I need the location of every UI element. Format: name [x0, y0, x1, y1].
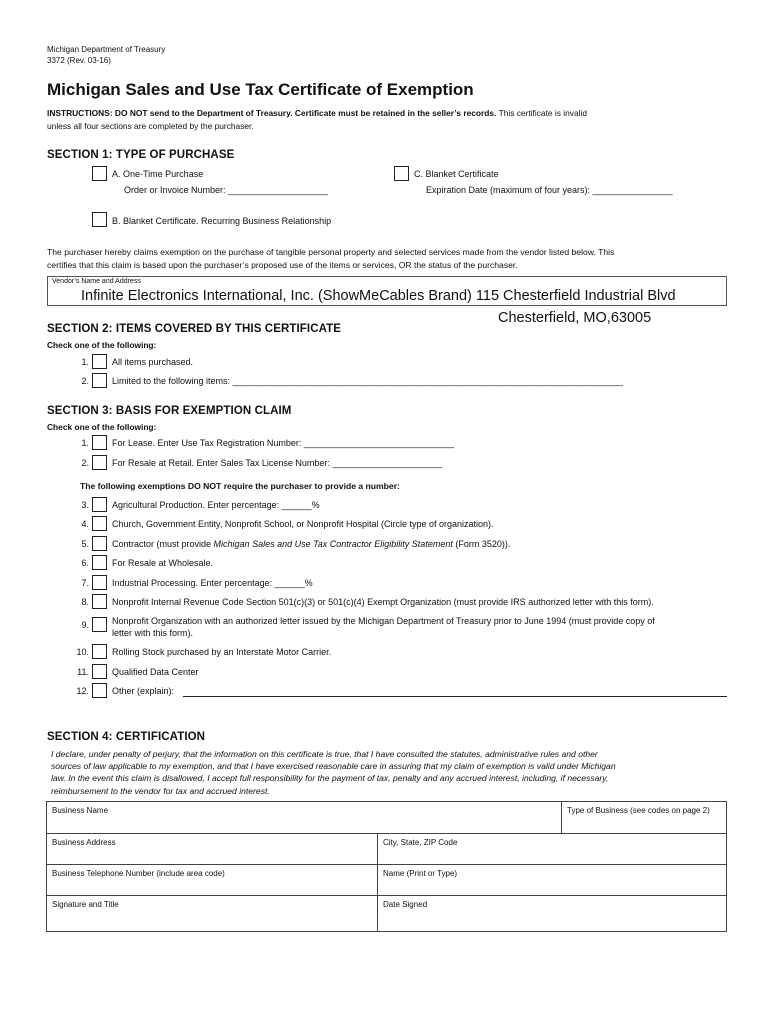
business-name-field[interactable] — [46, 801, 562, 834]
all-items-checkbox[interactable] — [92, 354, 107, 369]
form-number: 3372 (Rev. 03-16) — [47, 56, 111, 65]
agricultural-production-checkbox[interactable] — [92, 497, 107, 512]
agency-name: Michigan Department of Treasury — [47, 45, 166, 54]
telephone-field[interactable] — [46, 864, 378, 896]
nonprofit-michigan-letter-checkbox[interactable] — [92, 617, 107, 632]
claim-text-line1: The purchaser hereby claims exemption on the purchase of tangible personal property and selected services made from the vendor listed below. This — [47, 247, 615, 257]
section2-heading: SECTION 2: ITEMS COVERED BY THIS CERTIFICATE — [47, 323, 342, 335]
item-number: 4. — [81, 519, 89, 529]
declaration-line: reimbursement to the vendor for tax and accrued interest. — [51, 785, 270, 796]
item-number: 1. — [81, 438, 89, 448]
item-number: 7. — [81, 578, 89, 588]
rolling-stock-checkbox[interactable] — [92, 644, 107, 659]
limited-items-field[interactable]: Limited to the following items: ______________________________________________________________________________ — [112, 376, 623, 386]
resale-retail-checkbox[interactable] — [92, 455, 107, 470]
city-state-zip-field[interactable] — [377, 833, 727, 865]
item-number: 11. — [77, 667, 89, 677]
nonprofit-michigan-letter-label-2: letter with this form). — [112, 628, 194, 638]
signature-title-field[interactable] — [46, 895, 378, 932]
one-time-purchase-checkbox[interactable] — [92, 166, 107, 181]
item-number: 2. — [81, 458, 89, 468]
instructions-rest: This certificate is invalid — [496, 108, 588, 118]
use-tax-registration-field[interactable]: For Lease. Enter Use Tax Registration Number: ______________________________ — [112, 438, 455, 448]
name-print-label: Name (Print or Type) — [383, 869, 458, 878]
item-number: 5. — [81, 539, 89, 549]
contractor-label — [112, 539, 510, 550]
business-name-label: Business Name — [52, 806, 109, 815]
business-type-label: Type of Business (see codes on page 2) — [567, 806, 710, 815]
church-government-label: Church, Government Entity, Nonprofit School, or Nonprofit Hospital (Circle type of organization). — [112, 519, 494, 529]
item-number: 8. — [81, 597, 89, 607]
item-number: 12. — [76, 686, 89, 696]
item-number: 2. — [81, 376, 89, 386]
vendor-name-address-box[interactable] — [47, 276, 727, 306]
blanket-certificate-checkbox[interactable] — [394, 166, 409, 181]
business-address-label: Business Address — [52, 838, 116, 847]
agricultural-production-label[interactable]: Agricultural Production. Enter percentage: ______% — [112, 500, 320, 510]
business-type-field[interactable] — [561, 801, 727, 834]
no-number-heading: The following exemptions DO NOT require the purchaser to provide a number: — [80, 481, 400, 491]
vendor-name: Infinite Electronics International, Inc. (ShowMeCables Brand) 115 Chesterfield Industrial Blvd — [81, 288, 676, 304]
business-address-field[interactable] — [46, 833, 378, 865]
declaration-line: sources of law applicable to my exemption, and that I have exercised reasonable care in assuring that my claim of exemption is valid under Michigan — [51, 761, 616, 772]
nonprofit-michigan-letter-label: Nonprofit Organization with an authorized letter issued by the Michigan Department of Treasury prior to June 1994 (must provide copy of — [112, 616, 655, 626]
order-invoice-number-field[interactable]: Order or Invoice Number: ____________________ — [124, 185, 329, 195]
limited-items-checkbox[interactable] — [92, 373, 107, 388]
nonprofit-501c-checkbox[interactable] — [92, 594, 107, 609]
industrial-processing-label[interactable]: Industrial Processing. Enter percentage: ______% — [112, 578, 313, 588]
qualified-data-center-label: Qualified Data Center — [112, 667, 199, 677]
page-title: Michigan Sales and Use Tax Certificate of Exemption — [47, 80, 474, 99]
item-number: 3. — [81, 500, 89, 510]
industrial-processing-checkbox[interactable] — [92, 575, 107, 590]
vendor-label: Vendor’s Name and Address — [52, 278, 141, 285]
section2-check-one: Check one of the following: — [47, 340, 157, 350]
declaration-line: law. In the event this claim is disallowed, I accept full responsibility for the payment of tax, penalty and any accrued interest, including, if necessary, — [51, 773, 609, 784]
church-government-checkbox[interactable] — [92, 516, 107, 531]
resale-wholesale-label: For Resale at Wholesale. — [112, 558, 214, 568]
section4-heading: SECTION 4: CERTIFICATION — [47, 731, 206, 743]
contractor-label-post: (Form 3520)). — [452, 539, 511, 549]
rolling-stock-label: Rolling Stock purchased by an Interstate Motor Carrier. — [112, 647, 332, 657]
contractor-label-pre: Contractor (must provide — [112, 539, 214, 549]
other-explain-line[interactable] — [183, 696, 727, 697]
section1-heading: SECTION 1: TYPE OF PURCHASE — [47, 149, 235, 161]
name-print-field[interactable] — [377, 864, 727, 896]
declaration-text — [51, 748, 616, 797]
expiration-date-field[interactable]: Expiration Date (maximum of four years): ________________ — [426, 185, 673, 195]
other-explain-label: Other (explain): — [112, 686, 175, 696]
telephone-label: Business Telephone Number (include area code) — [52, 869, 225, 878]
instructions-bold: INSTRUCTIONS: DO NOT send to the Department of Treasury. Certificate must be retained in the seller’s records. — [47, 108, 497, 118]
all-items-label: All items purchased. — [112, 357, 194, 367]
instructions-line2: unless all four sections are completed by the purchaser. — [47, 121, 254, 131]
item-number: 9. — [81, 620, 89, 630]
recurring-relationship-label: B. Blanket Certificate. Recurring Business Relationship — [112, 216, 332, 226]
resale-wholesale-checkbox[interactable] — [92, 555, 107, 570]
sales-tax-license-field[interactable]: For Resale at Retail. Enter Sales Tax License Number: ______________________ — [112, 458, 443, 468]
contractor-statement-title: Michigan Sales and Use Tax Contractor Eligibility Statement — [213, 539, 453, 549]
date-signed-label: Date Signed — [383, 900, 428, 909]
instructions — [47, 108, 587, 119]
one-time-purchase-label: A. One-Time Purchase — [112, 169, 204, 179]
other-explain-checkbox[interactable] — [92, 683, 107, 698]
nonprofit-501c-label: Nonprofit Internal Revenue Code Section 501(c)(3) or 501(c)(4) Exempt Organization (must provide IRS authorized letter with this form). — [112, 597, 654, 607]
recurring-relationship-checkbox[interactable] — [92, 212, 107, 227]
claim-text-line2: certifies that this claim is based upon the purchaser’s proposed use of the items or services, OR the status of the purchaser. — [47, 260, 518, 270]
section3-check-one: Check one of the following: — [47, 422, 157, 432]
vendor-city: Chesterfield, MO,63005 — [498, 310, 652, 326]
qualified-data-center-checkbox[interactable] — [92, 664, 107, 679]
item-number: 10. — [76, 647, 89, 657]
item-number: 6. — [81, 558, 89, 568]
signature-title-label: Signature and Title — [52, 900, 119, 909]
section3-heading: SECTION 3: BASIS FOR EXEMPTION CLAIM — [47, 405, 292, 417]
city-state-zip-label: City, State, ZIP Code — [383, 838, 458, 847]
date-signed-field[interactable] — [377, 895, 727, 932]
blanket-certificate-label: C. Blanket Certificate — [414, 169, 499, 179]
item-number: 1. — [81, 357, 89, 367]
contractor-checkbox[interactable] — [92, 536, 107, 551]
for-lease-checkbox[interactable] — [92, 435, 107, 450]
declaration-line: I declare, under penalty of perjury, that the information on this certificate is true, that I have consulted the statutes, administrative rules and other — [51, 749, 598, 759]
